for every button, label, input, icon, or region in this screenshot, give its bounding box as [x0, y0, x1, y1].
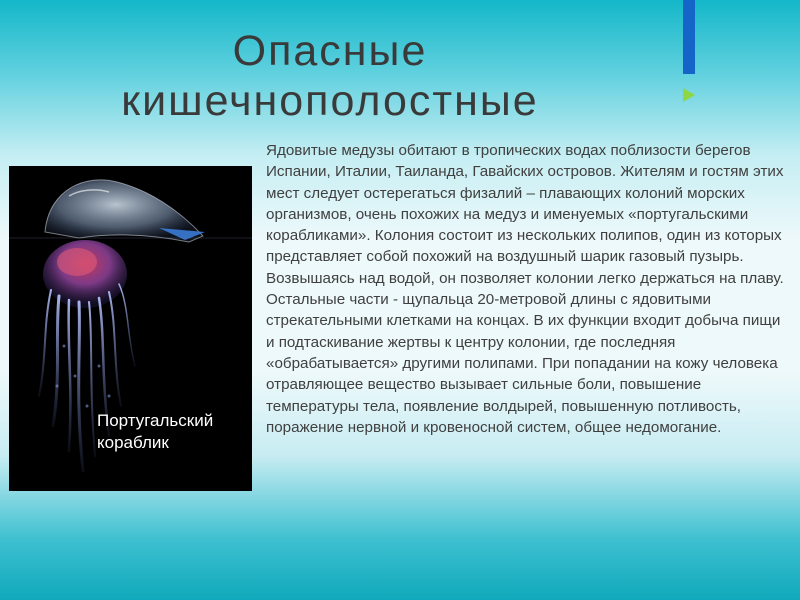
- accent-bar: [683, 0, 695, 74]
- jellyfish-photo: [9, 166, 252, 491]
- body-text: Ядовитые медузы обитают в тропических водах поблизости берегов Испании, Италии, Таиланда, Гавайских островов. Жителям и гостям этих мест следует остерегаться физалий – плавающих колоний морских организмов, очень похожих на медуз и именуемых «португальскими корабликами». Колония состоит из нескольких полипов, один из которых представляет собой похожий на воздушный шарик газовый пузырь. Возвышаясь над водой, он позволяет колонии легко держаться на плаву. Остальные части - щупальца 20-метровой длины с ядовитыми стрекательными клетками на концах. В их функции входит добыча пищи и подтаскивание жертвы к центру колонии, где последняя «обрабатывается» другими полипами. При попадании на кожу человека отравляющее вещество вызывает сильные боли, повышение температуры тела, появление волдырей, повышенную потливость, поражение нервной и кровеносной систем, общее недомогание.: [266, 142, 784, 436]
- slide-title: Опасные кишечнополостные: [121, 27, 539, 125]
- image-caption: Португальский кораблик: [97, 411, 214, 452]
- arrow-right-icon[interactable]: [682, 87, 696, 103]
